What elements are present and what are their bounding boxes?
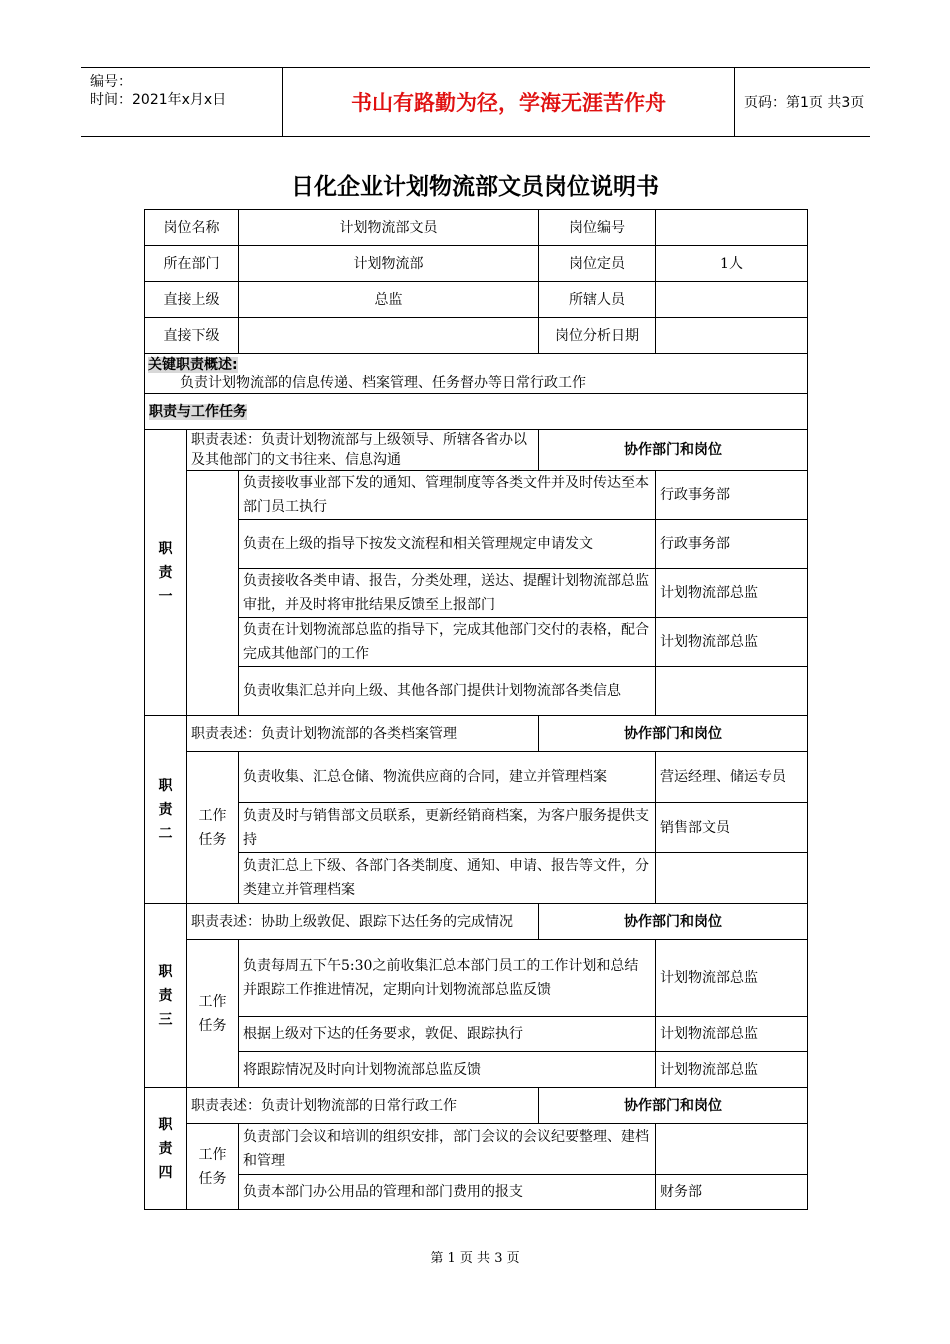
task-text: 负责在上级的指导下按发文流程和相关管理规定申请发文 xyxy=(239,520,656,569)
duties-heading: 职责与工作任务 xyxy=(149,403,247,420)
info-row xyxy=(145,246,808,282)
doc-date-label: 时间：2021年x月x日 xyxy=(90,92,227,108)
task-row xyxy=(145,471,808,520)
task-row xyxy=(145,618,808,667)
task-coop: 财务部 xyxy=(656,1175,808,1210)
summary-heading: 关键职责概述: xyxy=(148,356,238,373)
task-coop xyxy=(656,667,808,716)
subordinate-value xyxy=(239,318,539,354)
dept-label: 所在部门 xyxy=(145,246,239,282)
task-row xyxy=(145,853,808,904)
page-footer: 第 1 页 共 3 页 xyxy=(430,1251,520,1266)
task-row xyxy=(145,667,808,716)
superior-value: 总监 xyxy=(239,282,539,318)
subordinate-label: 直接下级 xyxy=(145,318,239,354)
staff-value xyxy=(656,282,808,318)
task-text: 负责接收事业部下发的通知、管理制度等各类文件并及时传达至本部门员工执行 xyxy=(239,471,656,520)
task-text: 负责及时与销售部文员联系，更新经销商档案，为客户服务提供支持 xyxy=(239,803,656,853)
coop-header: 协作部门和岗位 xyxy=(539,430,808,471)
superior-label: 直接上级 xyxy=(145,282,239,318)
task-row xyxy=(145,803,808,853)
task-text: 负责每周五下午5:30之前收集汇总本部门员工的工作计划和总结并跟踪工作推进情况，定期向计划物流部总监反馈 xyxy=(239,940,656,1017)
duties-heading-row xyxy=(145,394,808,430)
header-meta xyxy=(81,68,282,136)
task-label xyxy=(187,471,239,716)
coop-header: 协作部门和岗位 xyxy=(539,904,808,940)
task-coop: 计划物流部总监 xyxy=(656,1017,808,1052)
coop-header: 协作部门和岗位 xyxy=(539,1088,808,1124)
duty-statement: 职责表述：协助上级敦促、跟踪下达任务的完成情况 xyxy=(187,904,539,940)
task-coop: 行政事务部 xyxy=(656,471,808,520)
task-row xyxy=(145,1017,808,1052)
duty-statement: 职责表述：负责计划物流部的各类档案管理 xyxy=(187,716,539,752)
task-coop: 行政事务部 xyxy=(656,520,808,569)
duty-statement-row xyxy=(145,430,808,471)
task-coop xyxy=(656,1124,808,1175)
quota-value: 1人 xyxy=(656,246,808,282)
task-row xyxy=(145,520,808,569)
task-text: 负责收集、汇总仓储、物流供应商的合同，建立并管理档案 xyxy=(239,752,656,803)
duties-heading-cell xyxy=(145,394,808,430)
summary-text: 负责计划物流部的信息传递、档案管理、任务督办等日常行政工作 xyxy=(180,374,586,391)
info-row xyxy=(145,318,808,354)
task-text: 将跟踪情况及时向计划物流部总监反馈 xyxy=(239,1052,656,1088)
task-text: 负责本部门办公用品的管理和部门费用的报支 xyxy=(239,1175,656,1210)
task-label: 工作任务 xyxy=(187,752,239,904)
duty-statement: 职责表述：负责计划物流部与上级领导、所辖各省办以及其他部门的文书往来、信息沟通 xyxy=(187,430,539,471)
duty-label: 职责四 xyxy=(145,1088,187,1210)
dept-value: 计划物流部 xyxy=(239,246,539,282)
page-header xyxy=(81,67,870,137)
duty-statement-row xyxy=(145,716,808,752)
task-coop: 营运经理、储运专员 xyxy=(656,752,808,803)
task-row xyxy=(145,752,808,803)
task-coop: 计划物流部总监 xyxy=(656,940,808,1017)
analysis-date-label: 岗位分析日期 xyxy=(539,318,656,354)
analysis-date-value xyxy=(656,318,808,354)
info-row xyxy=(145,282,808,318)
task-coop: 销售部文员 xyxy=(656,803,808,853)
task-label: 工作任务 xyxy=(187,1124,239,1210)
task-row xyxy=(145,1175,808,1210)
header-page-info: 页码：第1页 共3页 xyxy=(744,95,865,111)
task-label: 工作任务 xyxy=(187,940,239,1088)
task-coop xyxy=(656,853,808,904)
task-coop: 计划物流部总监 xyxy=(656,618,808,667)
task-row xyxy=(145,569,808,618)
info-row xyxy=(145,210,808,246)
task-row xyxy=(145,1052,808,1088)
quota-label: 岗位定员 xyxy=(539,246,656,282)
task-row xyxy=(145,1124,808,1175)
task-text: 根据上级对下达的任务要求，敦促、跟踪执行 xyxy=(239,1017,656,1052)
duty-label: 职责三 xyxy=(145,904,187,1088)
summary-cell xyxy=(145,354,808,394)
duty-label: 职责二 xyxy=(145,716,187,904)
doc-number-label: 编号： xyxy=(90,74,132,90)
duty-statement: 职责表述：负责计划物流部的日常行政工作 xyxy=(187,1088,539,1124)
task-text: 负责接收各类申请、报告，分类处理，送达、提醒计划物流部总监审批，并及时将审批结果反馈至上报部门 xyxy=(239,569,656,618)
duty-label: 职责一 xyxy=(145,430,187,716)
task-text: 负责汇总上下级、各部门各类制度、通知、申请、报告等文件，分类建立并管理档案 xyxy=(239,853,656,904)
job-description-table xyxy=(144,209,808,1210)
task-text: 负责收集汇总并向上级、其他各部门提供计划物流部各类信息 xyxy=(239,667,656,716)
task-row xyxy=(145,940,808,1017)
summary-row xyxy=(145,354,808,394)
duty-statement-row xyxy=(145,1088,808,1124)
coop-header: 协作部门和岗位 xyxy=(539,716,808,752)
post-no-label: 岗位编号 xyxy=(539,210,656,246)
document-title: 日化企业计划物流部文员岗位说明书 xyxy=(291,174,659,200)
staff-label: 所辖人员 xyxy=(539,282,656,318)
task-coop: 计划物流部总监 xyxy=(656,1052,808,1088)
task-text: 负责部门会议和培训的组织安排，部门会议的会议纪要整理、建档和管理 xyxy=(239,1124,656,1175)
post-name-label: 岗位名称 xyxy=(145,210,239,246)
header-motto: 书山有路勤为径，学海无涯苦作舟 xyxy=(282,68,735,136)
task-text: 负责在计划物流部总监的指导下，完成其他部门交付的表格，配合完成其他部门的工作 xyxy=(239,618,656,667)
duty-statement-row xyxy=(145,904,808,940)
task-coop: 计划物流部总监 xyxy=(656,569,808,618)
post-name-value: 计划物流部文员 xyxy=(239,210,539,246)
post-no-value xyxy=(656,210,808,246)
